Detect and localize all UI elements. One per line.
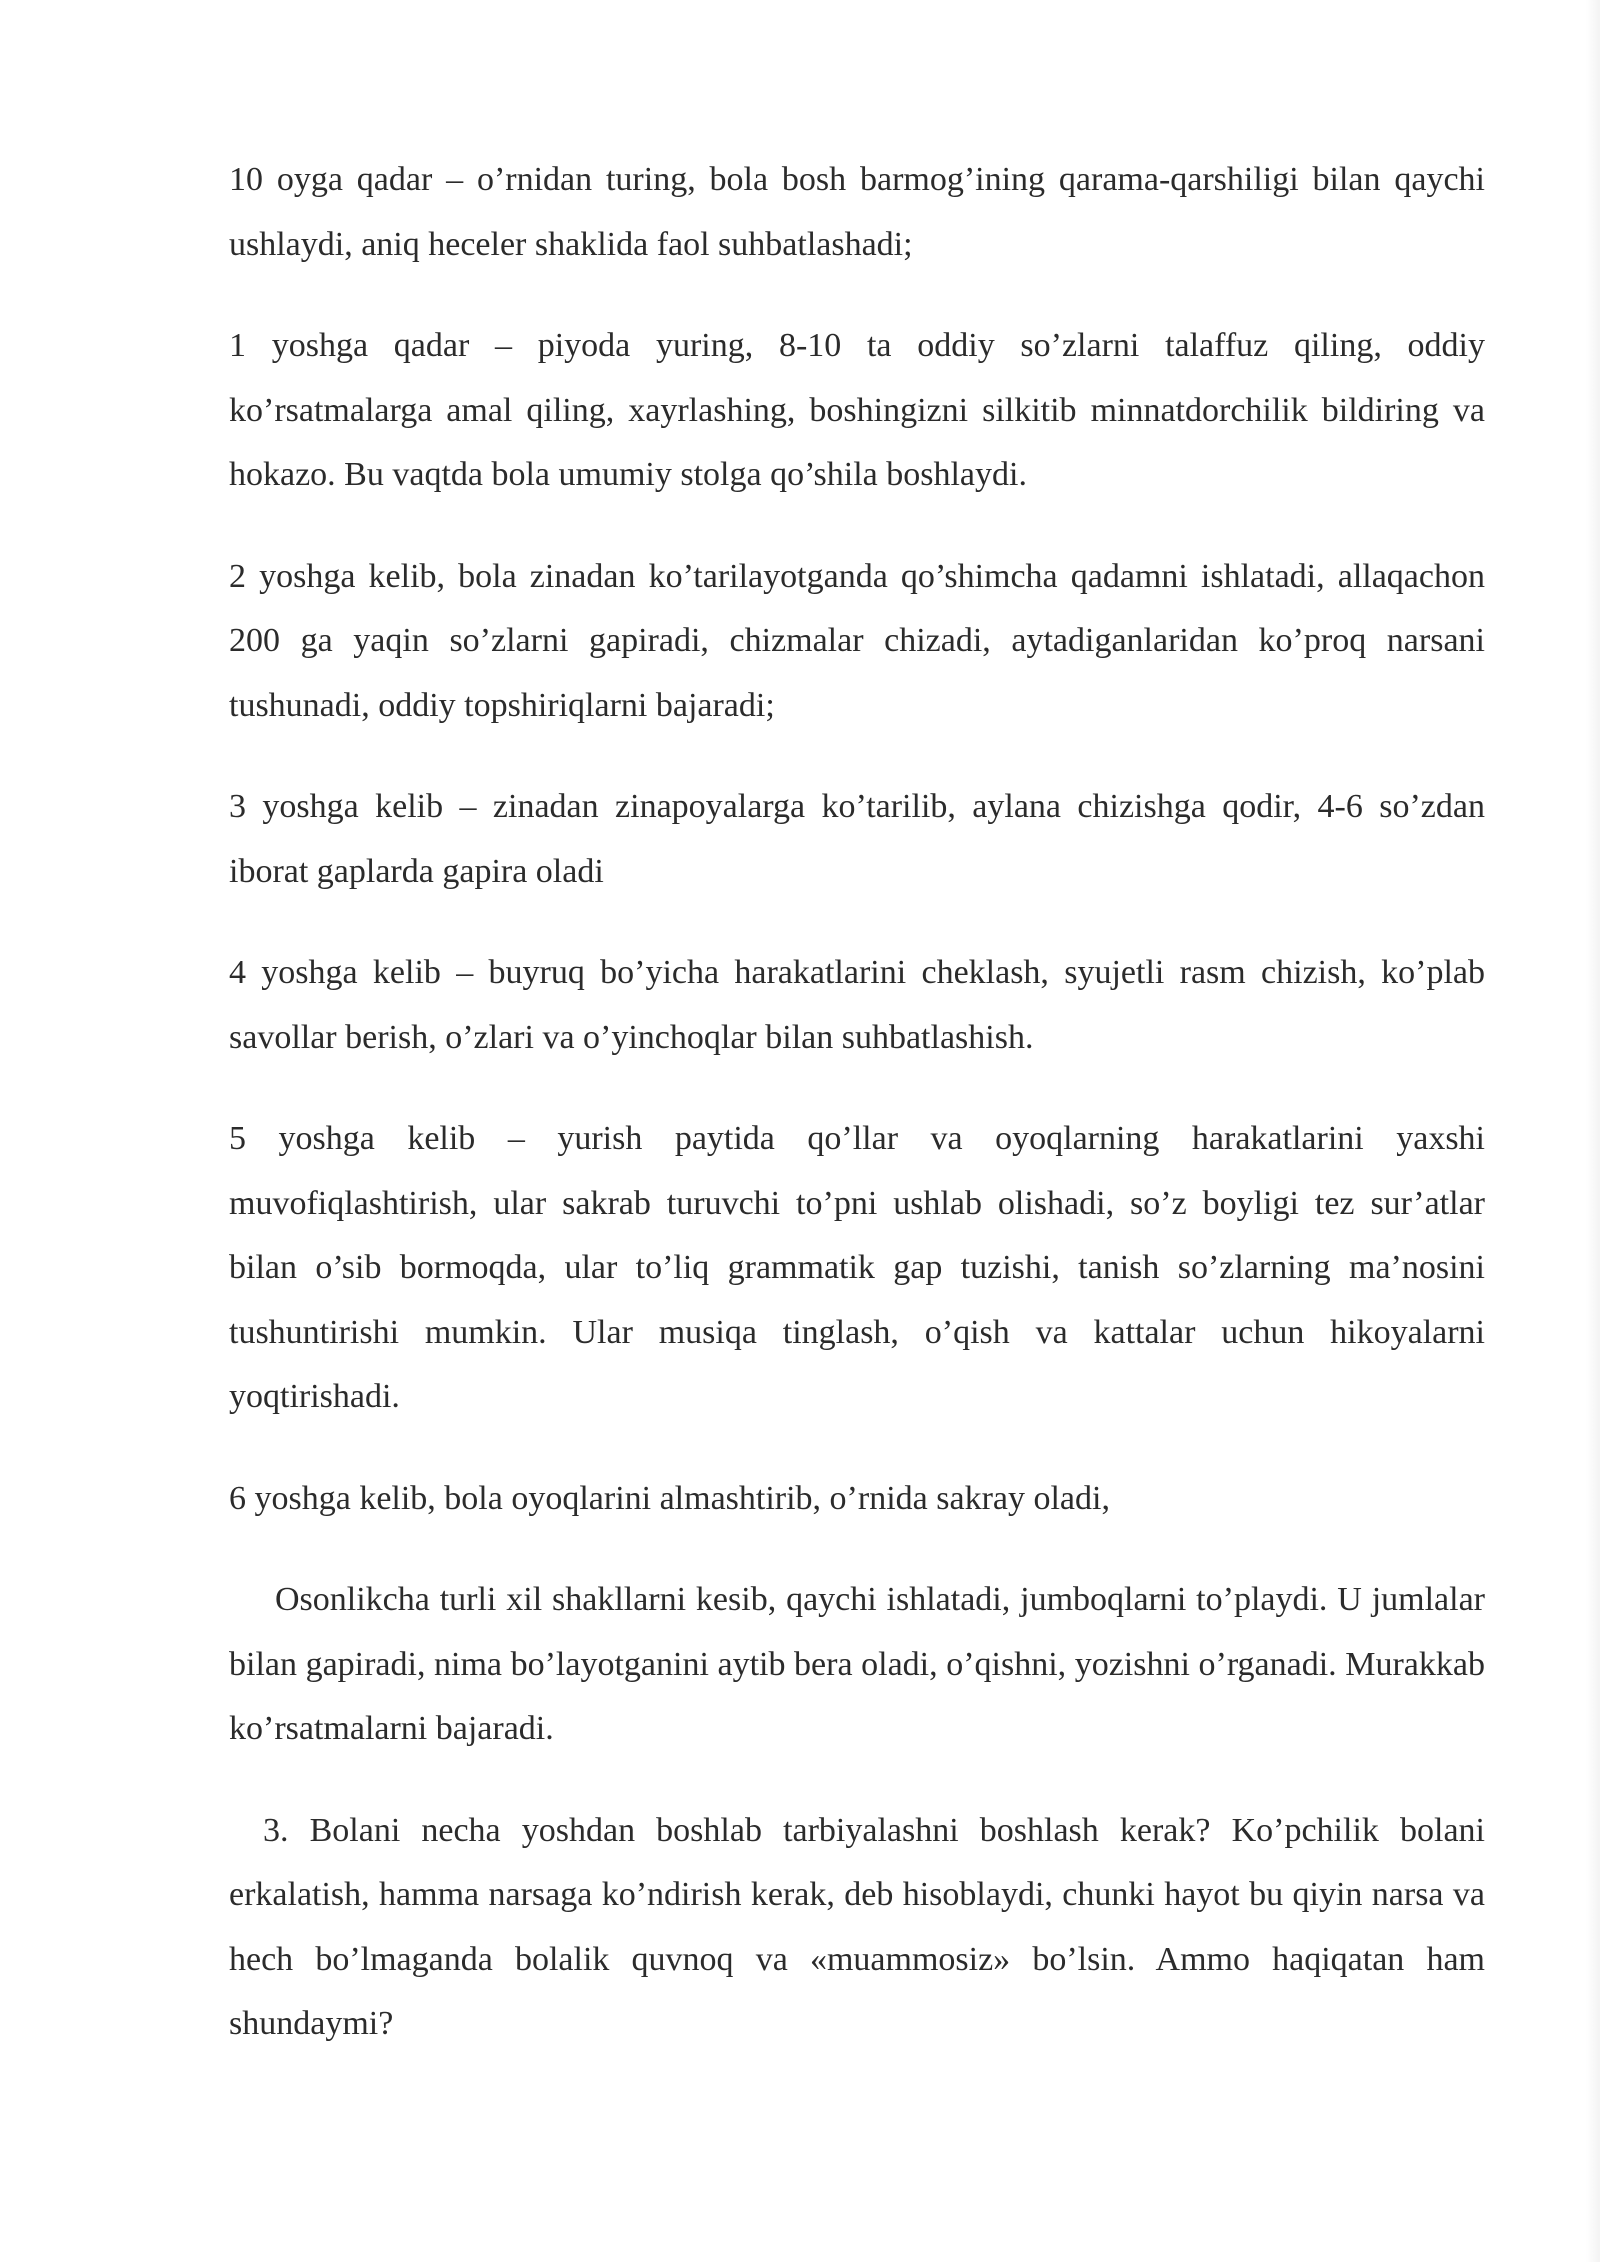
page-edge-shadow: [1586, 0, 1600, 2262]
paragraph-4-years: 4 yoshga kelib – buyruq bo’yicha harakatlarini cheklash, syujetli rasm chizish, ko’plab savollar berish, o’zlari va o’yinchoqlar bilan suhbatlashish.: [229, 954, 1485, 1056]
document-body: [229, 148, 1485, 2094]
paragraph-5-years: 5 yoshga kelib – yurish paytida qo’llar va oyoqlarning harakatlarini yaxshi muvofiqlashtirish, ular sakrab turuvchi to’pni ushlab olishadi, so’z boyligi tez sur’atlar bilan o’sib bormoqda, ular to’liq grammatik gap tuzishi, tanish so’zlarning ma’nosini tushuntirishi mumkin. Ular musiqa tinglash, o’qish va kattalar uchun hikoyalarni yoqtirishadi.: [229, 1120, 1485, 1415]
paragraph-question-3: 3. Bolani necha yoshdan boshlab tarbiyalashni boshlash kerak? Ko’pchilik bolani erkalatish, hamma narsaga ko’ndirish kerak, deb hisoblaydi, chunki hayot bu qiyin narsa va hech bo’lmaganda bolalik quvnoq va «muammosiz» bo’lsin. Ammo haqiqatan ham shundaymi?: [229, 1811, 1485, 2042]
paragraph-2-years: 2 yoshga kelib, bola zinadan ko’tarilayotganda qo’shimcha qadamni ishlatadi, allaqachon 200 ga yaqin so’zlarni gapiradi, chizmalar chizadi, aytadiganlaridan ko’proq narsani tushunadi, oddiy topshiriqlarni bajaradi;: [229, 557, 1485, 724]
paragraph-6-years-continued: Osonlikcha turli xil shakllarni kesib, qaychi ishlatadi, jumboqlarni to’playdi. U jumlalar bilan gapiradi, nima bo’layotganini aytib bera oladi, o’qishni, yozishni o’rganadi. Murakkab ko’rsatmalarni bajaradi.: [229, 1581, 1485, 1747]
paragraph-6-years: 6 yoshga kelib, bola oyoqlarini almashtirib, o’rnida sakray oladi,: [229, 1479, 1110, 1517]
paragraph-3-years: 3 yoshga kelib – zinadan zinapoyalarga ko’tarilib, aylana chizishga qodir, 4-6 so’zdan iborat gaplarda gapira oladi: [229, 788, 1485, 890]
paragraph-1-year: 1 yoshga qadar – piyoda yuring, 8-10 ta oddiy so’zlarni talaffuz qiling, oddiy ko’rsatmalarga amal qiling, xayrlashing, boshingizni silkitib minnatdorchilik bildiring va hokazo. Bu vaqtda bola umumiy stolga qo’shila boshlaydi.: [229, 327, 1485, 493]
paragraph-10-months: 10 oyga qadar – o’rnidan turing, bola bosh barmog’ining qarama-qarshiligi bilan qaychi ushlaydi, aniq heceler shaklida faol suhbatlashadi;: [229, 161, 1485, 263]
